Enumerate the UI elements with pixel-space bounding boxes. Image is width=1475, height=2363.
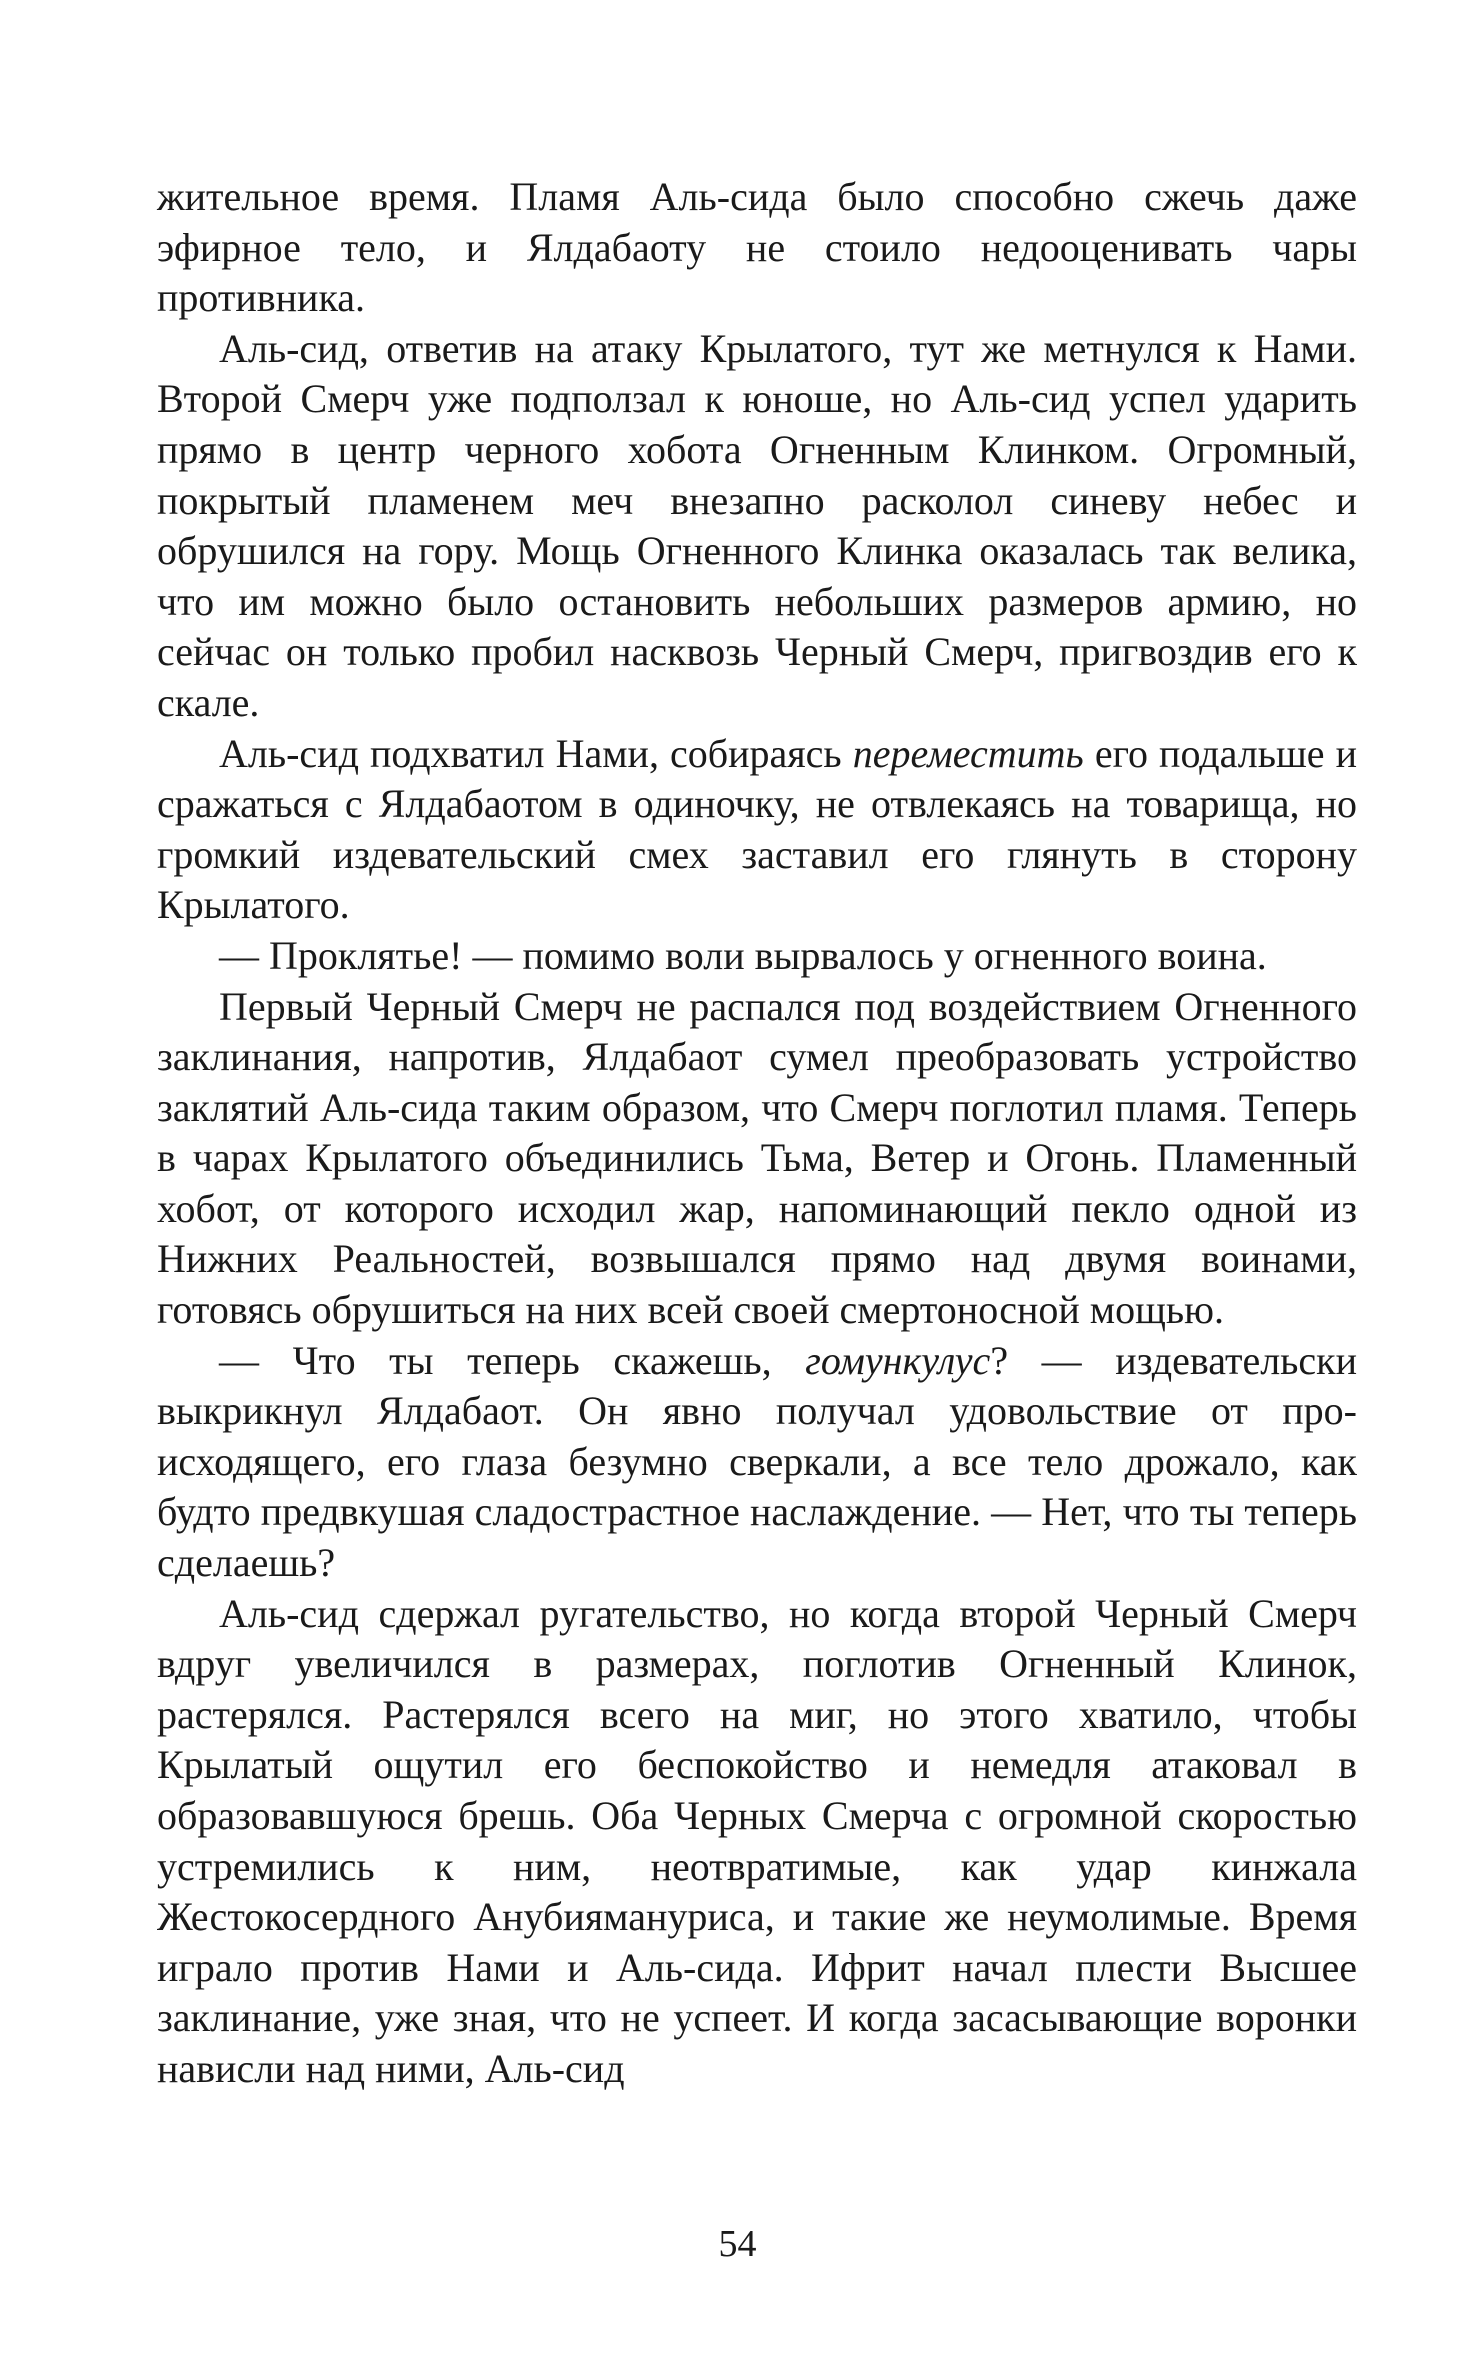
paragraph-2 — [157, 324, 1357, 729]
paragraph-1-text: жительное время. Пламя Аль-сида было способно сжечь даже эфирное тело, и Ялдабаоту не стоило недооценивать чары противника. — [157, 174, 1357, 321]
paragraph-7 — [157, 1589, 1357, 2095]
paragraph-6-italic: гомункулус — [805, 1337, 991, 1383]
paragraph-6-text-a: — Что ты теперь скажешь, — [219, 1337, 806, 1383]
paragraph-6-text-b: ? — издевательски выкрикнул Ялдабаот. Он явно получал удовольствие от происходящего, его глаза безумно сверкали, а все тело дрожало, как будто предвкушая сладострастное наслаждение. — Нет, что ты теперь сделаешь? — [157, 1337, 1358, 1586]
paragraph-3 — [157, 729, 1357, 931]
paragraph-7-text: Аль-сид сдержал ругательство, но когда второй Черный Смерч вдруг увеличился в размерах, поглотив Огненный Клинок, растерялся. Растерялся всего на миг, но этого хватило, чтобы Крылатый ощутил его беспокойство и немедля атаковал в образовавшуюся брешь. Оба Черных Смерча с огромной скоростью устремились к ним, неотвратимые, как удар кинжала Жестокосердного Анубиямануриса, и такие же неумолимые. Время играло против Нами и Аль-сида. Ифрит начал плести Высшее заклинание, уже зная, что не успеет. И когда засасывающие воронки нависли над ними, Аль-сид — [157, 1590, 1357, 2091]
paragraph-3-italic: переместить — [852, 730, 1084, 776]
paragraph-6 — [157, 1336, 1357, 1589]
page-number: 54 — [718, 2223, 757, 2265]
paragraph-2-text: Аль-сид, ответив на атаку Крылатого, тут же метнулся к Нами. Второй Смерч уже подползал к юноше, но Аль-сид успел ударить прямо в центр черного хобота Огненным Клинком. Огромный, покрытый пламенем меч внезапно расколол синеву небес и обрушился на гору. Мощь Огненного Клинка оказалась так велика, что им можно было остановить небольших размеров армию, но сейчас он только пробил насквозь Черный Смерч, пригвоздив его к скале. — [157, 325, 1357, 725]
paragraph-4 — [157, 931, 1357, 982]
paragraph-1 — [157, 172, 1357, 324]
page-body — [157, 172, 1357, 2095]
paragraph-5-text: Первый Черный Смерч не распался под воздействием Огненного заклинания, напротив, Ялдабаот сумел преобразовать устройство заклятий Аль-сида таким образом, что Смерч поглотил пламя. Теперь в чарах Крылатого объединились Тьма, Ветер и Огонь. Пламенный хобот, от которого исходил жар, напоминающий пекло одной из Нижних Реальностей, возвышался прямо над двумя воинами, готовясь обрушиться на них всей своей смертоносной мощью. — [157, 983, 1357, 1333]
paragraph-4-text: — Проклятье! — помимо воли вырвалось у огненного воина. — [219, 932, 1267, 978]
paragraph-5 — [157, 982, 1357, 1336]
paragraph-3-text-a: Аль-сид подхватил Нами, собираясь — [219, 730, 853, 776]
paragraph-3-text-b: его подальше и сражаться с Ялдабаотом в одиночку, не отвлекаясь на товарища, но громкий издевательский смех заставил его глянуть в сторону Крылатого. — [157, 730, 1357, 928]
